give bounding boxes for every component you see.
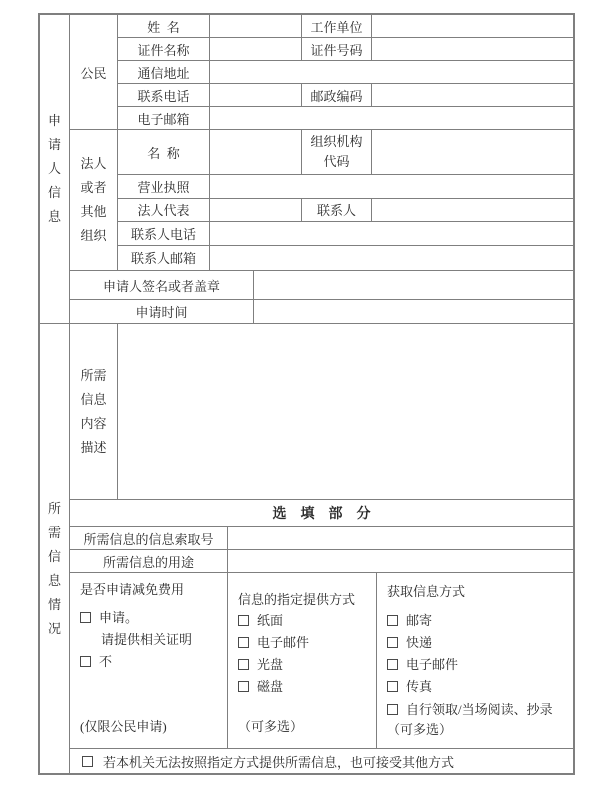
required-section-label-cell (40, 324, 70, 773)
obtain-method-title: 获取信息方式 (387, 584, 466, 599)
required-info-section (40, 324, 573, 773)
fee-apply-label: 申请。 (99, 610, 139, 625)
contact-email-row (118, 246, 573, 270)
fee-apply-note: 请提供相关证明 (101, 632, 193, 647)
fee-no-label: 不 (99, 654, 113, 669)
purpose-label: 所需信息的用途 (70, 550, 228, 572)
fallback-option[interactable] (82, 752, 454, 771)
obtain-fax-label: 传真 (406, 679, 433, 694)
fee-reduction-column (70, 573, 228, 748)
legal-rep-field[interactable] (210, 199, 302, 221)
contact-email-field[interactable] (210, 246, 573, 270)
postcode-label: 邮政编码 (302, 84, 372, 106)
obtain-selfpickup-label: 自行领取/当场阅读、抄录 (406, 702, 553, 717)
index-number-row (70, 527, 573, 550)
id-name-field[interactable] (210, 38, 302, 60)
contact-person-field[interactable] (372, 199, 573, 221)
index-number-field[interactable] (228, 527, 573, 549)
org-name-row (118, 130, 573, 175)
fee-apply-option[interactable] (80, 608, 138, 627)
work-unit-field[interactable] (372, 15, 573, 37)
apply-time-label: 申请时间 (70, 300, 254, 323)
name-row (118, 15, 573, 38)
checkbox-icon (387, 681, 398, 692)
fee-reduction-title: 是否申请减免费用 (80, 582, 185, 597)
legal-rep-label: 法人代表 (118, 199, 210, 221)
checkbox-icon (238, 681, 249, 692)
contact-email-label: 联系人邮箱 (118, 246, 210, 270)
phone-field[interactable] (210, 84, 302, 106)
fallback-option-row (70, 749, 573, 773)
legal-rep-row (118, 199, 573, 222)
contact-phone-label: 联系人电话 (118, 222, 210, 245)
obtain-selfpickup-option[interactable] (387, 700, 553, 719)
signature-row (70, 271, 573, 300)
org-code-field[interactable] (372, 130, 573, 174)
checkbox-icon (387, 704, 398, 715)
name-label: 姓 名 (118, 15, 210, 37)
citizen-group (70, 15, 573, 130)
provide-cd-option[interactable] (238, 655, 283, 674)
obtain-mail-label: 邮寄 (406, 613, 433, 628)
apply-time-row (70, 300, 573, 323)
purpose-row (70, 550, 573, 573)
apply-time-field[interactable] (254, 300, 573, 323)
legal-org-group (70, 130, 573, 271)
email-row (118, 107, 573, 129)
description-row (70, 324, 573, 500)
obtain-express-option[interactable] (387, 633, 432, 652)
contact-phone-field[interactable] (210, 222, 573, 245)
obtain-email-option[interactable] (387, 655, 458, 674)
provide-cd-label: 光盘 (257, 657, 284, 672)
id-number-field[interactable] (372, 38, 573, 60)
provide-method-title: 信息的指定提供方式 (238, 592, 356, 607)
provide-method-footnote: （可多选） (238, 719, 304, 734)
applicant-section-label: 申请人信息 (47, 113, 61, 224)
fee-no-option[interactable] (80, 652, 112, 671)
checkbox-icon (238, 615, 249, 626)
legal-group-label-cell (70, 130, 118, 270)
checkbox-icon (387, 637, 398, 648)
org-code-label: 组织机构代码 (310, 134, 363, 170)
address-row (118, 61, 573, 84)
business-license-field[interactable] (210, 175, 573, 197)
optional-part-header (70, 500, 573, 527)
id-row (118, 38, 573, 61)
obtain-express-label: 快递 (406, 635, 433, 650)
phone-label: 联系电话 (118, 84, 210, 106)
fee-reduction-footnote: (仅限公民申请) (80, 719, 167, 734)
optional-part-title: 选填部分 (272, 507, 385, 522)
required-section-label: 所需信息情况 (47, 500, 61, 636)
obtain-mail-option[interactable] (387, 611, 432, 630)
provide-paper-option[interactable] (238, 611, 283, 630)
checkbox-icon (80, 612, 91, 623)
description-label-cell (70, 324, 118, 499)
name-field[interactable] (210, 15, 302, 37)
signature-label: 申请人签名或者盖章 (70, 271, 254, 299)
email-field[interactable] (210, 107, 573, 129)
org-code-label-cell (302, 130, 372, 174)
contact-phone-row (118, 222, 573, 246)
checkbox-icon (238, 637, 249, 648)
obtain-email-label: 电子邮件 (406, 657, 459, 672)
id-number-label: 证件号码 (302, 38, 372, 60)
signature-field[interactable] (254, 271, 573, 299)
address-field[interactable] (210, 61, 573, 83)
checkbox-icon (238, 659, 249, 670)
purpose-field[interactable] (228, 550, 573, 572)
org-name-label: 名 称 (118, 130, 210, 174)
checkbox-icon (82, 756, 93, 767)
legal-group-label: 法人或者其他组织 (80, 156, 107, 243)
work-unit-label: 工作单位 (302, 15, 372, 37)
fallback-option-label: 若本机关无法按照指定方式提供所需信息，也可接受其他方式 (103, 754, 455, 770)
obtain-method-footnote: （可多选） (387, 722, 453, 737)
provide-email-label: 电子邮件 (257, 635, 310, 650)
obtain-method-column (377, 573, 573, 748)
index-number-label: 所需信息的信息索取号 (70, 527, 228, 549)
provide-disk-label: 磁盘 (257, 679, 284, 694)
required-info-fields (70, 324, 573, 773)
org-name-field[interactable] (210, 130, 302, 174)
applicant-section-label-cell (40, 15, 70, 323)
applicant-fields (70, 15, 573, 323)
postcode-field[interactable] (372, 84, 573, 106)
email-label: 电子邮箱 (118, 107, 210, 129)
provide-email-option[interactable] (238, 633, 309, 652)
id-name-label: 证件名称 (118, 38, 210, 60)
provide-disk-option[interactable] (238, 677, 283, 696)
application-form-table (38, 13, 575, 775)
applicant-info-section (40, 15, 573, 324)
address-label: 通信地址 (118, 61, 210, 83)
obtain-fax-option[interactable] (387, 677, 432, 696)
provide-method-column (228, 573, 377, 748)
business-license-row (118, 175, 573, 198)
description-label: 所需信息内容描述 (80, 367, 107, 455)
checkbox-icon (387, 659, 398, 670)
options-block (70, 573, 573, 749)
business-license-label: 营业执照 (118, 175, 210, 197)
citizen-group-label: 公民 (70, 15, 118, 129)
provide-paper-label: 纸面 (257, 613, 284, 628)
checkbox-icon (387, 615, 398, 626)
contact-person-label: 联系人 (302, 199, 372, 221)
checkbox-icon (80, 656, 91, 667)
phone-row (118, 84, 573, 107)
description-field[interactable] (118, 324, 573, 499)
